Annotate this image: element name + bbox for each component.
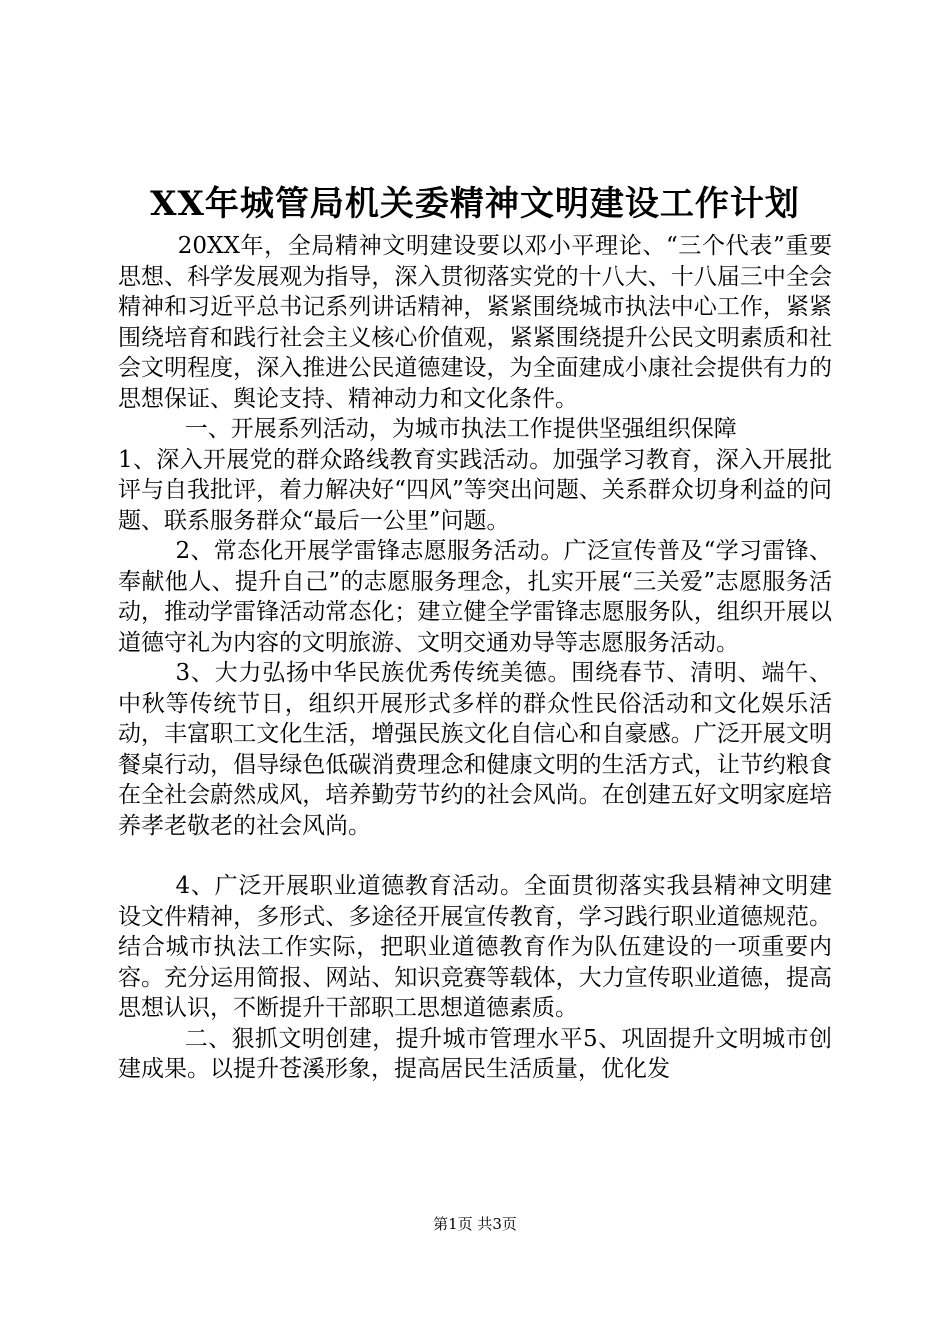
paragraph-item-3: 3、大力弘扬中华民族优秀传统美德。围绕春节、清明、端午、中秋等传统节日，组织开展形式多样的群众性民俗活动和文化娱乐活动，丰富职工文化生活，增强民族文化自信心和自豪感。广泛开展文明餐桌行动，倡导绿色低碳消费理念和健康文明的生活方式，让节约粮食在全社会蔚然成风，培养勤劳节约的社会风尚。在创建五好文明家庭培养孝老敬老的社会风尚。 bbox=[118, 660, 832, 839]
paragraph-spacer bbox=[118, 841, 832, 871]
document-body bbox=[118, 231, 832, 1085]
document-title: XX年城管局机关委精神文明建设工作计划 bbox=[150, 184, 800, 224]
paragraph-intro: 20XX年，全局精神文明建设要以邓小平理论、“三个代表”重要思想、科学发展观为指导，深入贯彻落实党的十八大、十八届三中全会精神和习近平总书记系列讲话精神，紧紧围绕城市执法中心工作，紧紧围绕培育和践行社会主义核心价值观，紧紧围绕提升公民文明素质和社会文明程度，深入推进公民道德建设，为全面建成小康社会提供有力的思想保证、舆论支持、精神动力和文化条件。 bbox=[118, 233, 832, 412]
page-number-footer: 第1页 共3页 bbox=[433, 1215, 517, 1233]
paragraph-item-4: 4、广泛开展职业道德教育活动。全面贯彻落实我县精神文明建设文件精神，多形式、多途径开展宣传教育，学习践行职业道德规范。结合城市执法工作实际，把职业道德教育作为队伍建设的一项重要内容。充分运用简报、网站、知识竞赛等载体，大力宣传职业道德，提高思想认识，不断提升干部职工思想道德素质。 bbox=[118, 873, 832, 1021]
paragraph-item-2: 2、常态化开展学雷锋志愿服务活动。广泛宣传普及“学习雷锋、奉献他人、提升自己”的志愿服务理念，扎实开展“三关爱”志愿服务活动，推动学雷锋活动常态化；建立健全学雷锋志愿服务队，组织开展以道德守礼为内容的文明旅游、文明交通劝导等志愿服务活动。 bbox=[118, 538, 832, 656]
section-heading-2: 二、狠抓文明创建，提升城市管理水平5、巩固提升文明城市创建成果。以提升苍溪形象，提高居民生活质量，优化发 bbox=[118, 1025, 832, 1082]
paragraph-item-1: 1、深入开展党的群众路线教育实践活动。加强学习教育，深入开展批评与自我批评，着力解决好“四风”等突出问题、关系群众切身利益的问题、联系服务群众“最后一公里”问题。 bbox=[118, 446, 832, 534]
section-heading-1: 一、开展系列活动，为城市执法工作提供坚强组织保障 bbox=[184, 416, 737, 442]
